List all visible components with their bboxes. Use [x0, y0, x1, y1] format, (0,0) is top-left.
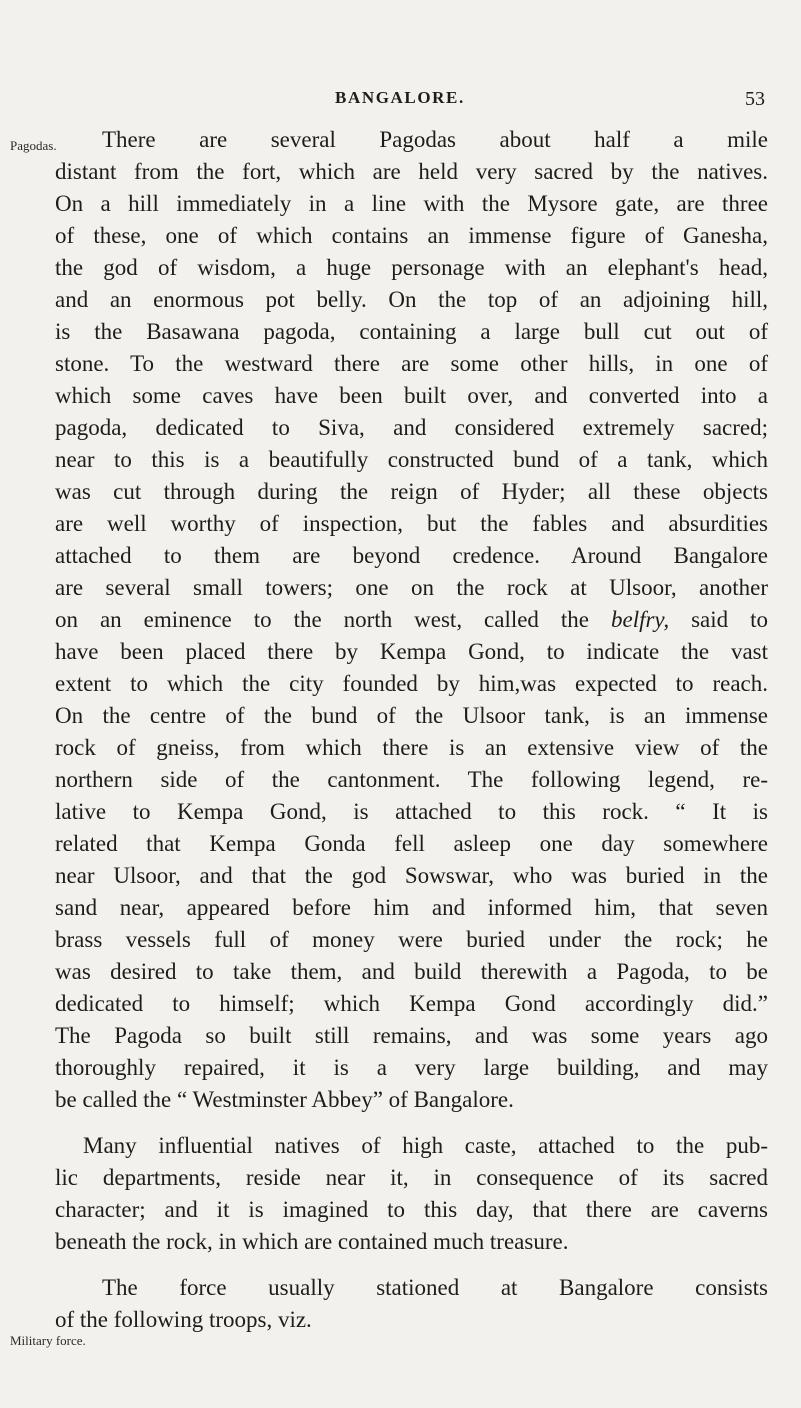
text-line: of these, one of which contains an immense figure of Ganesha,: [55, 223, 768, 248]
text-line: lative to Kempa Gond, is attached to this rock. “ It is: [55, 799, 768, 824]
page-header: [0, 88, 801, 118]
paragraph-pagodas: [55, 124, 768, 1116]
text-line: The Pagoda so built still remains, and was some years ago: [55, 1023, 768, 1048]
text-line: was desired to take them, and build therewith a Pagoda, to be: [55, 959, 768, 984]
text-line: sand near, appeared before him and informed him, that seven: [55, 895, 768, 920]
paragraph-gap: [55, 1116, 768, 1130]
text-line: There are several Pagodas about half a mile: [102, 127, 768, 152]
running-head: BANGALORE.: [335, 88, 465, 107]
text-line: Many influential natives of high caste, attached to the pub-: [83, 1133, 768, 1158]
text-line: and an enormous pot belly. On the top of an adjoining hill,: [55, 287, 768, 312]
text-line: stone. To the westward there are some other hills, in one of: [55, 351, 768, 376]
paragraph-military-force: [55, 1272, 768, 1336]
text-line: which some caves have been built over, and converted into a: [55, 383, 768, 408]
paragraph-natives: [55, 1130, 768, 1258]
text-segment: said to: [691, 607, 768, 632]
text-line: near to this is a beautifully constructed bund of a tank, which: [55, 447, 768, 472]
text-line: attached to them are beyond credence. Around Bangalore: [55, 543, 768, 568]
text-line-belfry: [55, 604, 768, 636]
text-line: northern side of the cantonment. The following legend, re-: [55, 767, 768, 792]
text-line: The force usually stationed at Bangalore consists: [102, 1275, 768, 1300]
text-line: brass vessels full of money were buried under the rock; he: [55, 927, 768, 952]
text-line: was cut through during the reign of Hyder; all these objects: [55, 479, 768, 504]
text-line: rock of gneiss, from which there is an extensive view of the: [55, 735, 768, 760]
text-line: lic departments, reside near it, in consequence of its sacred: [55, 1165, 768, 1190]
marginal-note-pagodas: Pagodas.: [10, 138, 57, 153]
text-line: beneath the rock, in which are contained much treasure.: [55, 1229, 569, 1254]
text-line: extent to which the city founded by him,was expected to reach.: [55, 671, 768, 696]
text-line: On the centre of the bund of the Ulsoor tank, is an immense: [55, 703, 768, 728]
text-line: On a hill immediately in a line with the Mysore gate, are three: [55, 191, 768, 216]
text-line: is the Basawana pagoda, containing a large bull cut out of: [55, 319, 768, 344]
text-line: are well worthy of inspection, but the fables and absurdities: [55, 511, 768, 536]
page-number: 53: [745, 88, 765, 110]
text-line: are several small towers; one on the rock at Ulsoor, another: [55, 575, 768, 600]
text-line: thoroughly repaired, it is a very large building, and may: [55, 1055, 768, 1080]
body-text: [55, 124, 768, 1336]
text-line: distant from the fort, which are held very sacred by the natives.: [55, 159, 768, 184]
text-line: be called the “ Westminster Abbey” of Bangalore.: [55, 1087, 514, 1112]
paragraph-gap: [55, 1258, 768, 1272]
text-segment: on an eminence to the north west, called the: [55, 607, 590, 632]
text-line: near Ulsoor, and that the god Sowswar, who was buried in the: [55, 863, 768, 888]
belfry-emphasis: belfry,: [610, 607, 670, 632]
text-line: pagoda, dedicated to Siva, and considered extremely sacred;: [55, 415, 768, 440]
text-line: related that Kempa Gonda fell asleep one day somewhere: [55, 831, 768, 856]
marginal-note-military-force: Military force.: [10, 1333, 86, 1348]
text-line: dedicated to himself; which Kempa Gond accordingly did.”: [55, 991, 768, 1016]
text-line: have been placed there by Kempa Gond, to indicate the vast: [55, 639, 768, 664]
text-line: the god of wisdom, a huge personage with an elephant's head,: [55, 255, 768, 280]
text-line: character; and it is imagined to this day, that there are caverns: [55, 1197, 768, 1222]
text-line: of the following troops, viz.: [55, 1307, 312, 1332]
